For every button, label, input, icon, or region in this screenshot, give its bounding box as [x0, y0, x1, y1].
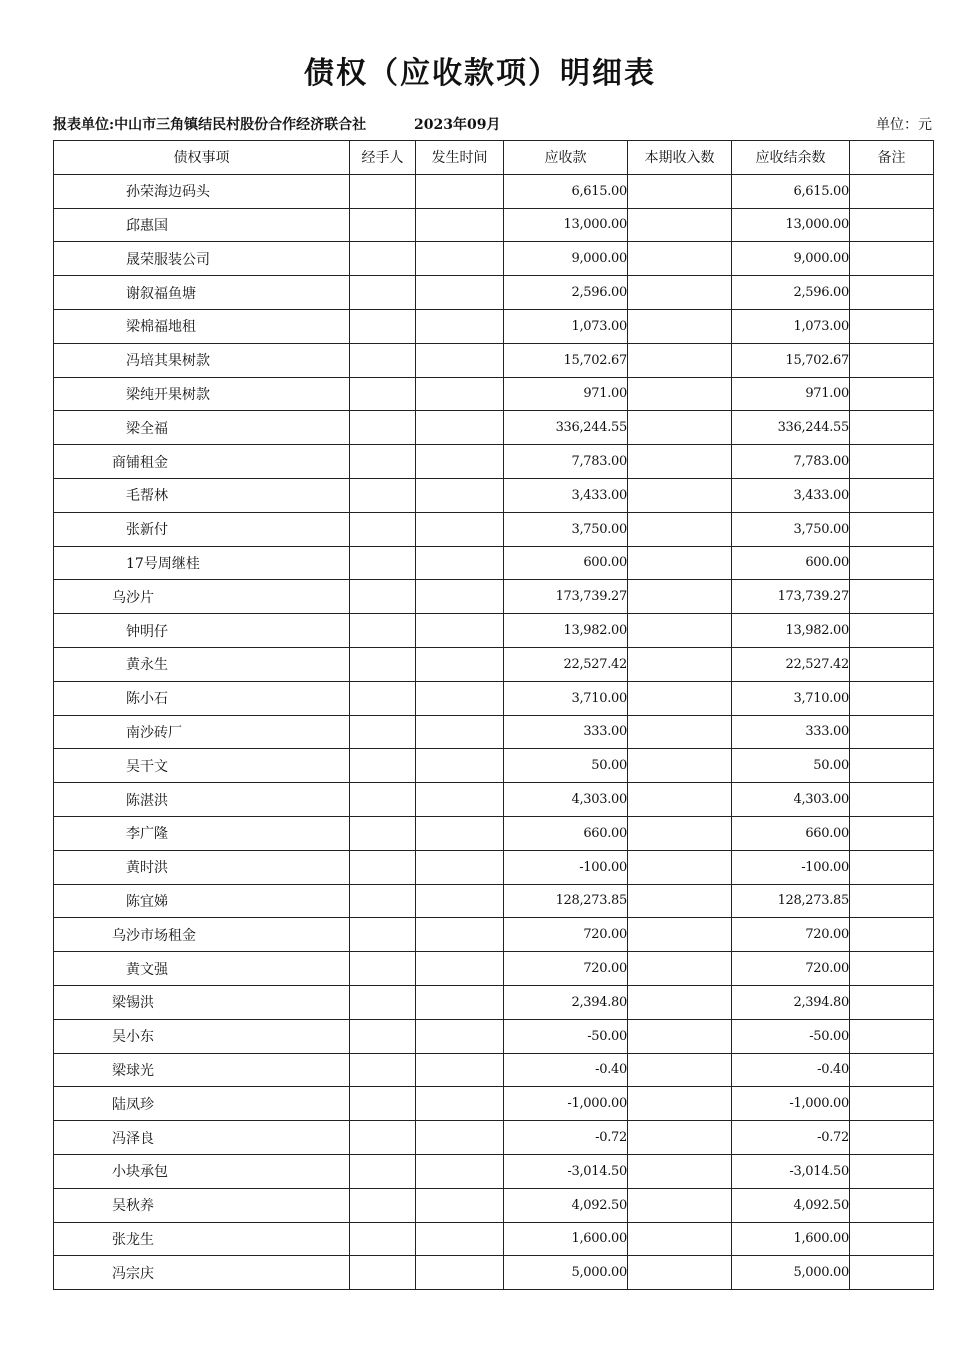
cell-balance: 13,982.00 [732, 614, 850, 648]
cell-handler [350, 343, 416, 377]
cell-remarks [850, 377, 934, 411]
cell-income [628, 985, 732, 1019]
cell-item: 张新付 [54, 512, 350, 546]
cell-date [416, 343, 504, 377]
cell-item: 吴小东 [54, 1019, 350, 1053]
cell-balance: -0.40 [732, 1053, 850, 1087]
cell-item: 梁球光 [54, 1053, 350, 1087]
cell-item: 谢叙福鱼塘 [54, 276, 350, 310]
col-header-receivable: 应收款 [504, 141, 628, 175]
cell-receivable: 22,527.42 [504, 647, 628, 681]
cell-item: 孙荣海边码头 [54, 174, 350, 208]
cell-balance: 7,783.00 [732, 445, 850, 479]
cell-income [628, 1121, 732, 1155]
table-row [54, 1053, 934, 1087]
table-row [54, 749, 934, 783]
cell-remarks [850, 1222, 934, 1256]
table-row [54, 1019, 934, 1053]
cell-date [416, 918, 504, 952]
cell-date [416, 512, 504, 546]
cell-balance: 971.00 [732, 377, 850, 411]
table-row [54, 445, 934, 479]
cell-income [628, 309, 732, 343]
cell-income [628, 1019, 732, 1053]
cell-handler [350, 918, 416, 952]
cell-handler [350, 1087, 416, 1121]
cell-remarks [850, 850, 934, 884]
cell-receivable: 13,982.00 [504, 614, 628, 648]
table-row [54, 647, 934, 681]
cell-handler [350, 174, 416, 208]
reporting-unit: 报表单位:中山市三角镇结民村股份合作经济联合社 [53, 117, 367, 133]
cell-income [628, 445, 732, 479]
cell-handler [350, 478, 416, 512]
cell-receivable: 720.00 [504, 952, 628, 986]
cell-item: 梁棉福地租 [54, 309, 350, 343]
cell-handler [350, 850, 416, 884]
cell-balance: 660.00 [732, 816, 850, 850]
cell-receivable: 600.00 [504, 546, 628, 580]
cell-remarks [850, 816, 934, 850]
cell-date [416, 1121, 504, 1155]
cell-income [628, 952, 732, 986]
cell-date [416, 1087, 504, 1121]
cell-item: 乌沙市场租金 [54, 918, 350, 952]
cell-item: 张龙生 [54, 1222, 350, 1256]
cell-date [416, 749, 504, 783]
cell-receivable: 13,000.00 [504, 208, 628, 242]
cell-item: 毛帮林 [54, 478, 350, 512]
cell-balance: 720.00 [732, 918, 850, 952]
cell-balance: 1,600.00 [732, 1222, 850, 1256]
cell-income [628, 242, 732, 276]
cell-income [628, 411, 732, 445]
cell-item: 陈湛洪 [54, 783, 350, 817]
cell-remarks [850, 1053, 934, 1087]
cell-remarks [850, 580, 934, 614]
cell-item: 梁纯开果树款 [54, 377, 350, 411]
page-title: 债权（应收款项）明细表 [304, 56, 656, 91]
cell-date [416, 377, 504, 411]
cell-handler [350, 783, 416, 817]
table-row [54, 208, 934, 242]
cell-receivable: 128,273.85 [504, 884, 628, 918]
cell-remarks [850, 208, 934, 242]
cell-remarks [850, 952, 934, 986]
cell-income [628, 681, 732, 715]
cell-date [416, 647, 504, 681]
cell-item: 梁锡洪 [54, 985, 350, 1019]
cell-handler [350, 1019, 416, 1053]
col-header-date: 发生时间 [416, 141, 504, 175]
cell-handler [350, 985, 416, 1019]
cell-remarks [850, 478, 934, 512]
cell-receivable: 5,000.00 [504, 1256, 628, 1290]
cell-handler [350, 681, 416, 715]
cell-income [628, 512, 732, 546]
cell-receivable: 9,000.00 [504, 242, 628, 276]
cell-income [628, 1188, 732, 1222]
cell-remarks [850, 546, 934, 580]
cell-remarks [850, 614, 934, 648]
cell-balance: 4,303.00 [732, 783, 850, 817]
receivables-table [53, 140, 934, 1290]
cell-item: 冯宗庆 [54, 1256, 350, 1290]
cell-remarks [850, 1154, 934, 1188]
cell-income [628, 918, 732, 952]
cell-handler [350, 377, 416, 411]
table-row [54, 512, 934, 546]
cell-income [628, 343, 732, 377]
cell-date [416, 850, 504, 884]
table-row [54, 242, 934, 276]
cell-item: 陈小石 [54, 681, 350, 715]
table-row [54, 952, 934, 986]
cell-date [416, 411, 504, 445]
cell-receivable: -50.00 [504, 1019, 628, 1053]
cell-balance: 336,244.55 [732, 411, 850, 445]
cell-balance: -0.72 [732, 1121, 850, 1155]
table-row [54, 783, 934, 817]
cell-date [416, 276, 504, 310]
cell-income [628, 478, 732, 512]
cell-receivable: -100.00 [504, 850, 628, 884]
cell-item: 冯培其果树款 [54, 343, 350, 377]
cell-balance: -50.00 [732, 1019, 850, 1053]
table-row [54, 343, 934, 377]
col-header-item: 债权事项 [54, 141, 350, 175]
cell-income [628, 276, 732, 310]
table-row [54, 1087, 934, 1121]
cell-income [628, 850, 732, 884]
table-row [54, 174, 934, 208]
cell-receivable: 3,750.00 [504, 512, 628, 546]
cell-item: 南沙砖厂 [54, 715, 350, 749]
cell-income [628, 647, 732, 681]
cell-item: 陆凤珍 [54, 1087, 350, 1121]
cell-remarks [850, 309, 934, 343]
cell-income [628, 208, 732, 242]
cell-receivable: 3,710.00 [504, 681, 628, 715]
cell-receivable: 660.00 [504, 816, 628, 850]
cell-balance: 128,273.85 [732, 884, 850, 918]
cell-handler [350, 276, 416, 310]
cell-date [416, 614, 504, 648]
cell-handler [350, 614, 416, 648]
report-period: 2023年09月 [414, 117, 501, 133]
cell-handler [350, 1222, 416, 1256]
table-row [54, 614, 934, 648]
cell-balance: 22,527.42 [732, 647, 850, 681]
cell-handler [350, 512, 416, 546]
cell-date [416, 884, 504, 918]
cell-date [416, 1019, 504, 1053]
col-header-remarks: 备注 [850, 141, 934, 175]
table-row [54, 1256, 934, 1290]
cell-income [628, 580, 732, 614]
cell-receivable: 333.00 [504, 715, 628, 749]
cell-handler [350, 546, 416, 580]
cell-date [416, 546, 504, 580]
cell-handler [350, 580, 416, 614]
table-row [54, 411, 934, 445]
cell-item: 17号周继桂 [54, 546, 350, 580]
cell-balance: 720.00 [732, 952, 850, 986]
cell-receivable: 7,783.00 [504, 445, 628, 479]
table-row [54, 1222, 934, 1256]
cell-remarks [850, 1188, 934, 1222]
cell-item: 李广隆 [54, 816, 350, 850]
cell-date [416, 952, 504, 986]
table-body [54, 174, 934, 1289]
cell-balance: 2,394.80 [732, 985, 850, 1019]
cell-handler [350, 816, 416, 850]
cell-date [416, 715, 504, 749]
cell-remarks [850, 445, 934, 479]
cell-receivable: 15,702.67 [504, 343, 628, 377]
cell-receivable: 720.00 [504, 918, 628, 952]
cell-receivable: 3,433.00 [504, 478, 628, 512]
cell-date [416, 208, 504, 242]
table-row [54, 1154, 934, 1188]
cell-receivable: 336,244.55 [504, 411, 628, 445]
cell-item: 乌沙片 [54, 580, 350, 614]
cell-date [416, 783, 504, 817]
cell-receivable: 173,739.27 [504, 580, 628, 614]
cell-handler [350, 1188, 416, 1222]
cell-income [628, 1053, 732, 1087]
col-header-income: 本期收入数 [628, 141, 732, 175]
cell-balance: 2,596.00 [732, 276, 850, 310]
cell-date [416, 1256, 504, 1290]
cell-balance: 9,000.00 [732, 242, 850, 276]
cell-balance: 6,615.00 [732, 174, 850, 208]
cell-handler [350, 884, 416, 918]
cell-remarks [850, 749, 934, 783]
cell-date [416, 1154, 504, 1188]
col-header-balance: 应收结余数 [732, 141, 850, 175]
cell-handler [350, 208, 416, 242]
cell-income [628, 614, 732, 648]
cell-income [628, 884, 732, 918]
cell-remarks [850, 242, 934, 276]
cell-remarks [850, 1256, 934, 1290]
table-row [54, 884, 934, 918]
currency-unit: 单位：元 [876, 117, 932, 133]
table-row [54, 985, 934, 1019]
cell-handler [350, 242, 416, 276]
cell-date [416, 985, 504, 1019]
cell-balance: -3,014.50 [732, 1154, 850, 1188]
cell-income [628, 1087, 732, 1121]
cell-handler [350, 1121, 416, 1155]
cell-receivable: 4,303.00 [504, 783, 628, 817]
cell-item: 商铺租金 [54, 445, 350, 479]
cell-balance: 13,000.00 [732, 208, 850, 242]
cell-handler [350, 445, 416, 479]
cell-balance: 5,000.00 [732, 1256, 850, 1290]
cell-handler [350, 952, 416, 986]
cell-remarks [850, 681, 934, 715]
cell-item: 晟荣服装公司 [54, 242, 350, 276]
cell-remarks [850, 411, 934, 445]
table-row [54, 816, 934, 850]
cell-receivable: 1,600.00 [504, 1222, 628, 1256]
cell-item: 梁全福 [54, 411, 350, 445]
cell-income [628, 749, 732, 783]
cell-date [416, 174, 504, 208]
cell-date [416, 681, 504, 715]
cell-income [628, 1256, 732, 1290]
cell-date [416, 1222, 504, 1256]
cell-receivable: 2,394.80 [504, 985, 628, 1019]
cell-date [416, 242, 504, 276]
cell-date [416, 580, 504, 614]
cell-item: 钟明仔 [54, 614, 350, 648]
cell-handler [350, 1154, 416, 1188]
cell-item: 陈宜娣 [54, 884, 350, 918]
cell-remarks [850, 884, 934, 918]
table-row [54, 1188, 934, 1222]
cell-balance: 15,702.67 [732, 343, 850, 377]
cell-handler [350, 749, 416, 783]
cell-item: 吴干文 [54, 749, 350, 783]
cell-receivable: 2,596.00 [504, 276, 628, 310]
cell-receivable: 50.00 [504, 749, 628, 783]
cell-receivable: 1,073.00 [504, 309, 628, 343]
cell-remarks [850, 783, 934, 817]
table-row [54, 309, 934, 343]
cell-date [416, 1053, 504, 1087]
cell-item: 黄时洪 [54, 850, 350, 884]
cell-date [416, 816, 504, 850]
cell-handler [350, 647, 416, 681]
table-row [54, 1121, 934, 1155]
cell-remarks [850, 1087, 934, 1121]
cell-remarks [850, 715, 934, 749]
cell-remarks [850, 512, 934, 546]
cell-income [628, 546, 732, 580]
cell-balance: -1,000.00 [732, 1087, 850, 1121]
cell-remarks [850, 343, 934, 377]
cell-balance: 50.00 [732, 749, 850, 783]
cell-income [628, 174, 732, 208]
cell-balance: -100.00 [732, 850, 850, 884]
table-row [54, 276, 934, 310]
cell-handler [350, 309, 416, 343]
cell-handler [350, 411, 416, 445]
cell-remarks [850, 647, 934, 681]
cell-receivable: 4,092.50 [504, 1188, 628, 1222]
cell-item: 吴秋养 [54, 1188, 350, 1222]
cell-item: 黄永生 [54, 647, 350, 681]
cell-handler [350, 1256, 416, 1290]
cell-income [628, 1154, 732, 1188]
cell-balance: 333.00 [732, 715, 850, 749]
cell-date [416, 1188, 504, 1222]
cell-income [628, 783, 732, 817]
cell-balance: 1,073.00 [732, 309, 850, 343]
cell-item: 邱惠国 [54, 208, 350, 242]
table-row [54, 850, 934, 884]
col-header-handler: 经手人 [350, 141, 416, 175]
cell-remarks [850, 985, 934, 1019]
table-row [54, 681, 934, 715]
cell-date [416, 478, 504, 512]
cell-remarks [850, 918, 934, 952]
table-row [54, 377, 934, 411]
cell-handler [350, 715, 416, 749]
cell-item: 小块承包 [54, 1154, 350, 1188]
cell-balance: 3,433.00 [732, 478, 850, 512]
cell-receivable: 6,615.00 [504, 174, 628, 208]
cell-income [628, 1222, 732, 1256]
cell-income [628, 377, 732, 411]
cell-income [628, 816, 732, 850]
cell-receivable: -0.72 [504, 1121, 628, 1155]
cell-balance: 4,092.50 [732, 1188, 850, 1222]
cell-remarks [850, 1121, 934, 1155]
cell-remarks [850, 174, 934, 208]
table-row [54, 580, 934, 614]
cell-balance: 173,739.27 [732, 580, 850, 614]
cell-handler [350, 1053, 416, 1087]
cell-receivable: -1,000.00 [504, 1087, 628, 1121]
table-row [54, 478, 934, 512]
cell-item: 冯泽良 [54, 1121, 350, 1155]
cell-balance: 600.00 [732, 546, 850, 580]
table-header-row [54, 141, 934, 175]
cell-receivable: -3,014.50 [504, 1154, 628, 1188]
cell-receivable: -0.40 [504, 1053, 628, 1087]
cell-item: 黄文强 [54, 952, 350, 986]
cell-remarks [850, 1019, 934, 1053]
cell-income [628, 715, 732, 749]
table-row [54, 715, 934, 749]
cell-date [416, 309, 504, 343]
cell-balance: 3,750.00 [732, 512, 850, 546]
cell-balance: 3,710.00 [732, 681, 850, 715]
cell-remarks [850, 276, 934, 310]
table-row [54, 546, 934, 580]
cell-date [416, 445, 504, 479]
cell-receivable: 971.00 [504, 377, 628, 411]
table-row [54, 918, 934, 952]
